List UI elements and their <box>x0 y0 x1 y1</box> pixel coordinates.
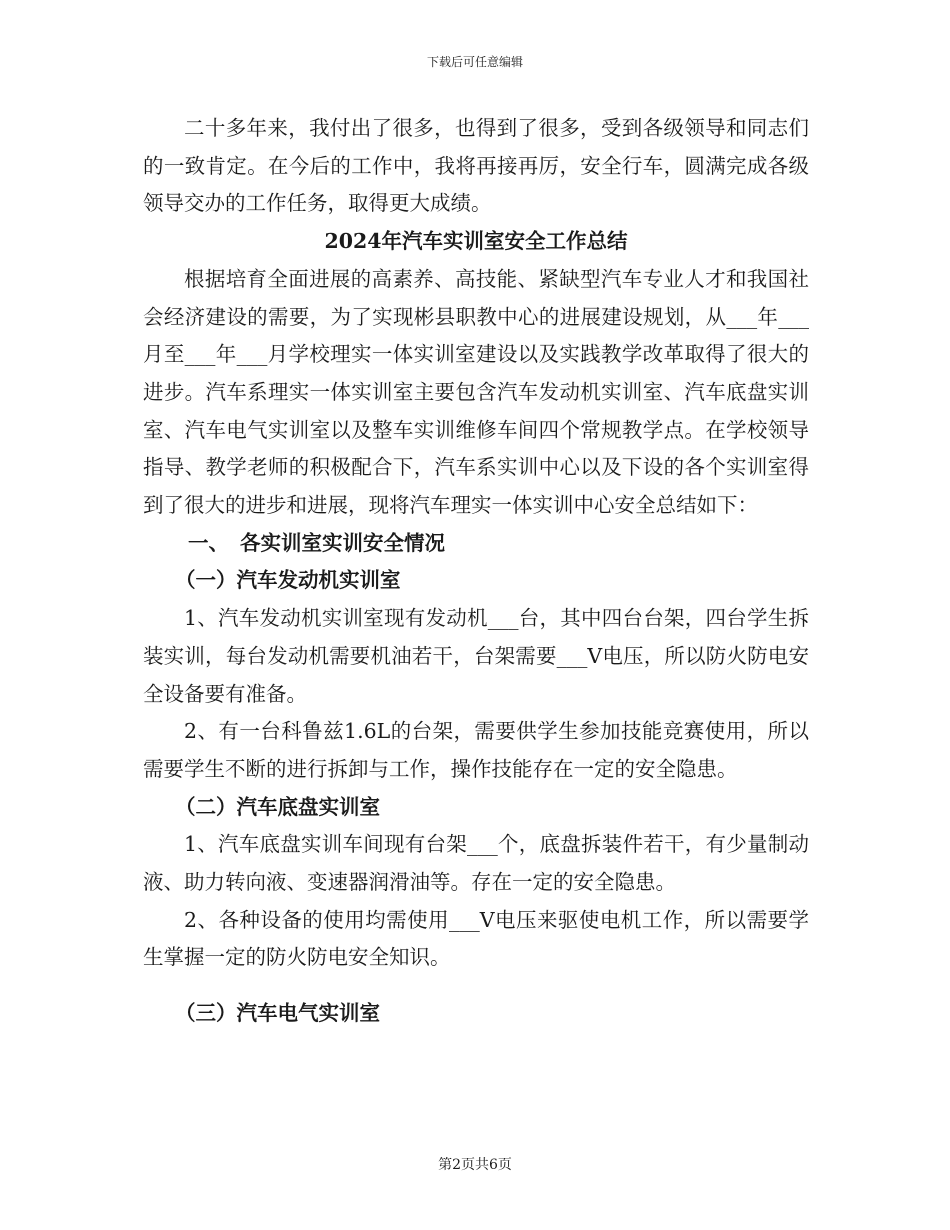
section-number: 一、 <box>188 530 229 555</box>
subsection-heading-electrical: （三）汽车电气实训室 <box>175 1001 380 1026</box>
chassis-item-2: 2、各种设备的使用均需使用___V电压来驱使电机工作，所以需要学生掌握一定的防火防电安全知识。 <box>143 907 809 970</box>
subsection-heading-engine: （一）汽车发动机实训室 <box>175 568 401 593</box>
section-heading-1 <box>143 525 809 563</box>
chassis-item-1: 1、汽车底盘实训车间现有台架___个，底盘拆装件若干，有少量制动液、助力转向液、变速器润滑油等。存在一定的安全隐患。 <box>143 832 809 895</box>
engine-item-1: 1、汽车发动机实训室现有发动机___台，其中四台台架，四台学生拆装实训，每台发动机需要机油若干，台架需要___V电压，所以防火防电安全设备要有准备。 <box>143 606 809 706</box>
page-footer: 第2页共6页 <box>438 1157 512 1173</box>
intro-paragraph: 二十多年来，我付出了很多，也得到了很多，受到各级领导和同志们的一致肯定。在今后的工作中，我将再接再厉，安全行车，圆满完成各级领导交办的工作任务，取得更大成绩。 <box>143 116 809 216</box>
opening-paragraph: 根据培育全面进展的高素养、高技能、紧缺型汽车专业人才和我国社会经济建设的需要，为了实现彬县职教中心的进展建设规划，从___年___月至___年___月学校理实一体实训室建设以及实践教学改革取得了很大的进步。汽车系理实一体实训室主要包含汽车发动机实训室、汽车底盘实训室、汽车电气实训室以及整车实训维修车间四个常规教学点。在学校领导指导、教学老师的积极配合下，汽车系实训中心以及下设的各个实训室得到了很大的进步和进展，现将汽车理实一体实训中心安全总结如下： <box>143 266 809 518</box>
page-header: 下载后可任意编辑 <box>426 55 523 69</box>
subsection-heading-chassis: （二）汽车底盘实训室 <box>175 794 380 819</box>
document-body <box>143 110 809 1033</box>
document-title: 2024年汽车实训室安全工作总结 <box>324 229 628 254</box>
spacer <box>143 977 809 995</box>
section-title: 各实训室实训安全情况 <box>240 530 445 555</box>
engine-item-2: 2、有一台科鲁兹1.6L的台架，需要供学生参加技能竞赛使用，所以需要学生不断的进行拆卸与工作，操作技能存在一定的安全隐患。 <box>143 719 809 781</box>
